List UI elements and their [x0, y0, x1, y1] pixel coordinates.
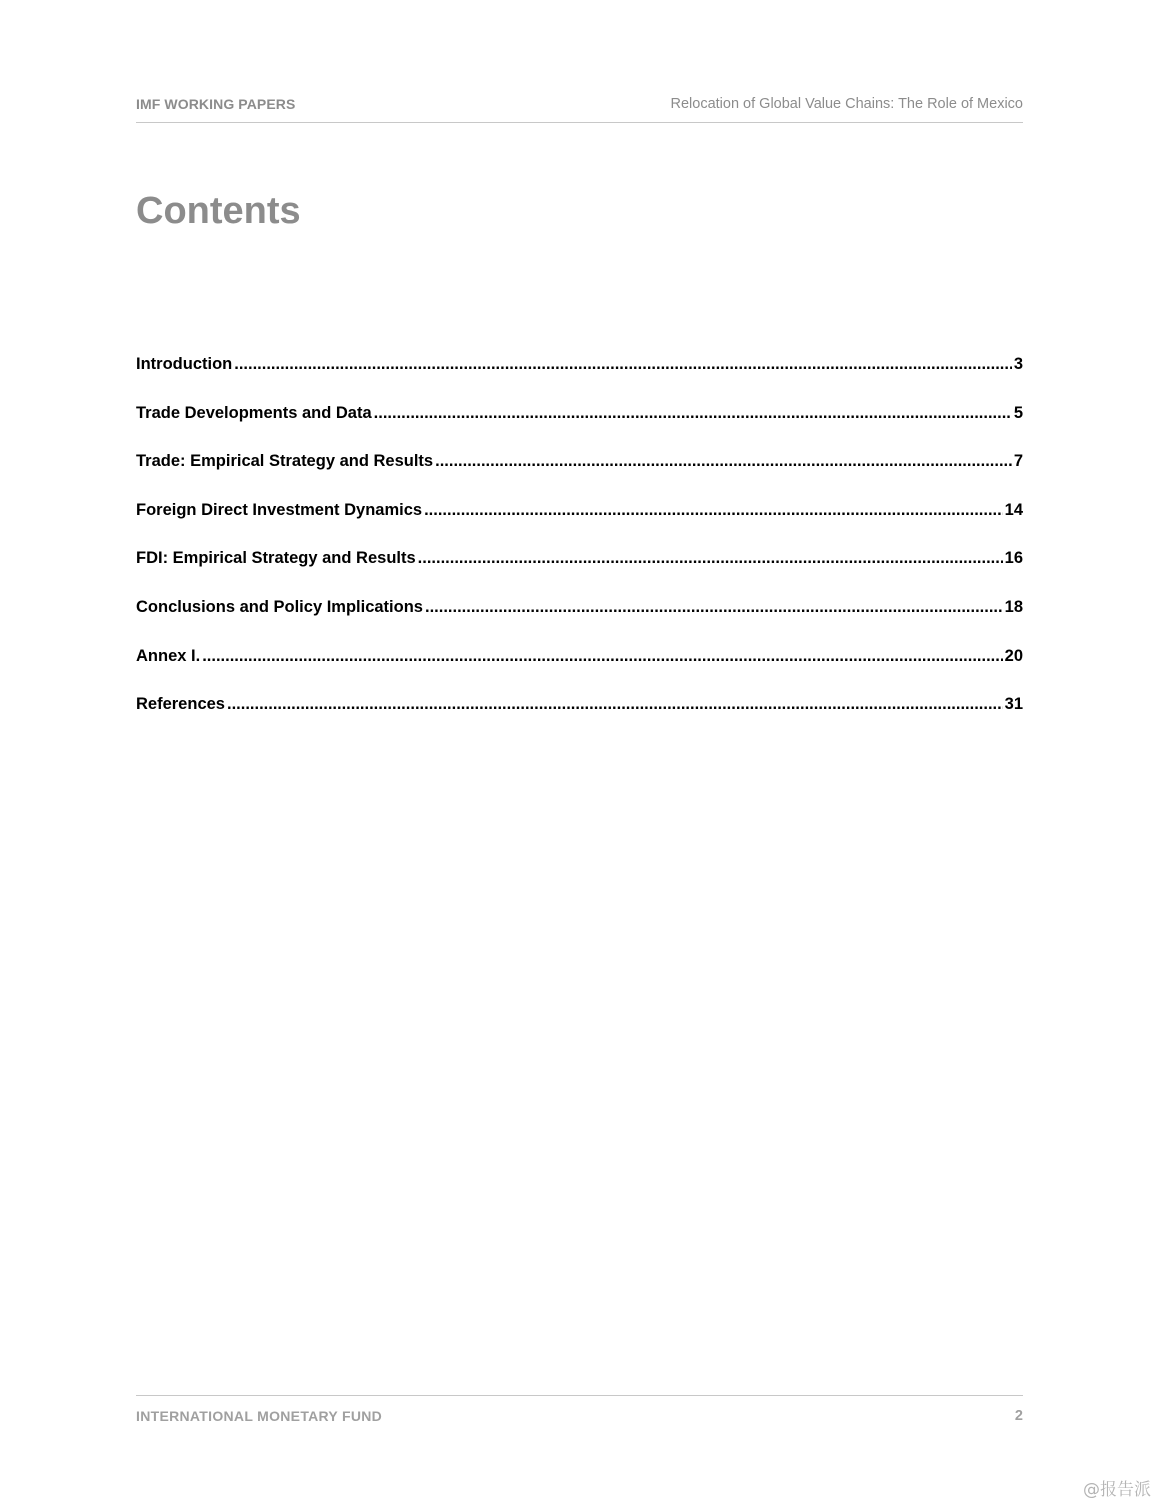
page-number: 2 — [1014, 1408, 1023, 1424]
toc-entry-page: 7 — [1013, 452, 1023, 471]
toc-entry-page: 14 — [1004, 500, 1023, 519]
toc-entry-page: 18 — [1004, 597, 1023, 616]
toc-entry-label: FDI: Empirical Strategy and Results — [136, 549, 416, 568]
toc-entry-annex[interactable] — [136, 647, 1023, 696]
toc-entry-label: Introduction — [136, 355, 233, 373]
toc-entry-trade-empirical[interactable] — [136, 452, 1023, 501]
watermark: @报告派 — [1083, 1480, 1151, 1500]
dot-leader — [202, 647, 1002, 666]
toc-entry-label: Conclusions and Policy Implications — [136, 597, 423, 616]
dot-leader — [424, 501, 1003, 520]
toc-entry-conclusions[interactable] — [136, 598, 1023, 647]
toc-entry-page: 3 — [1013, 355, 1023, 373]
page-title: Contents — [136, 190, 301, 232]
toc-entry-trade-developments[interactable] — [136, 404, 1023, 453]
toc-entry-page: 5 — [1013, 403, 1023, 422]
toc-entry-page: 31 — [1004, 695, 1023, 714]
paper-title: Relocation of Global Value Chains: The Role of Mexico — [670, 96, 1023, 112]
publisher-name: INTERNATIONAL MONETARY FUND — [136, 1408, 383, 1424]
toc-entry-page: 20 — [1004, 646, 1023, 665]
table-of-contents — [136, 355, 1023, 744]
dot-leader — [374, 404, 1012, 423]
toc-entry-label: Foreign Direct Investment Dynamics — [136, 500, 423, 519]
toc-entry-label: Trade Developments and Data — [136, 403, 372, 422]
dot-leader — [435, 452, 1012, 471]
dot-leader — [227, 695, 1003, 714]
running-header — [136, 94, 1023, 123]
toc-entry-page: 16 — [1004, 549, 1023, 568]
toc-entry-label: Trade: Empirical Strategy and Results — [136, 452, 434, 471]
toc-entry-label: Annex I. — [136, 646, 201, 665]
dot-leader — [425, 598, 1003, 617]
running-footer — [136, 1395, 1023, 1426]
toc-entry-references[interactable] — [136, 695, 1023, 744]
dot-leader — [234, 355, 1012, 374]
toc-entry-fdi-dynamics[interactable] — [136, 501, 1023, 550]
series-name: IMF WORKING PAPERS — [136, 96, 296, 112]
dot-leader — [418, 549, 1003, 568]
toc-entry-fdi-empirical[interactable] — [136, 549, 1023, 598]
toc-entry-introduction[interactable] — [136, 355, 1023, 404]
toc-entry-label: References — [136, 695, 225, 714]
